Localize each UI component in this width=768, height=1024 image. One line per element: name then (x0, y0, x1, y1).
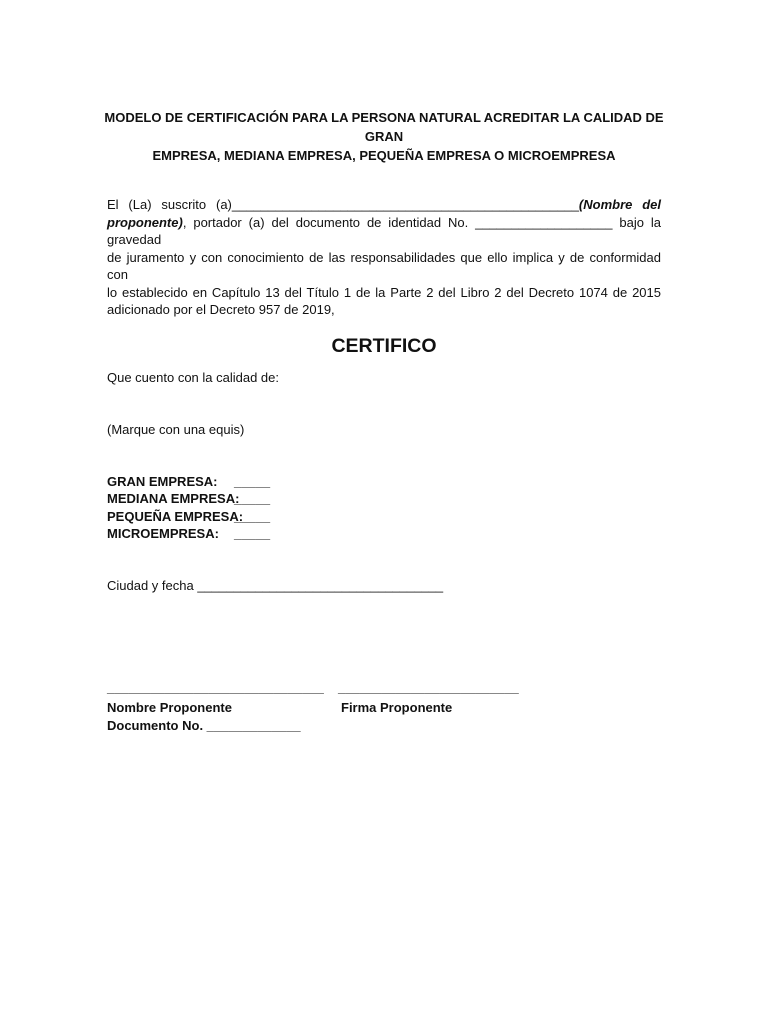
title-line-1: MODELO DE CERTIFICACIÓN PARA LA PERSONA NATURAL ACREDITAR LA CALIDAD DE GRAN (104, 110, 664, 144)
declaration-l2-text: , portador (a) del documento de identidad No. ___________________ bajo la gravedad (107, 214, 661, 247)
intro-text: Que cuento con la calidad de: (107, 370, 280, 385)
declaration-l2-bold: proponente) (107, 214, 183, 230)
signature-line[interactable]: _________________________ (338, 680, 519, 695)
option-microempresa (107, 526, 271, 543)
option-label: MICROEMPRESA: (107, 526, 219, 541)
signature-label: Firma Proponente (341, 700, 453, 715)
option-blank[interactable]: _____ (234, 474, 271, 489)
option-label: GRAN EMPRESA: (107, 474, 218, 489)
declaration-l1-bold: (Nombre del (578, 197, 661, 212)
declaration-line-4: lo establecido en Capítulo 13 del Título 1 de la Parte 2 del Libro 2 del Decreto 1074 de 2015 (107, 284, 661, 300)
city-date-field[interactable]: Ciudad y fecha __________________________________ (107, 578, 444, 593)
option-label: MEDIANA EMPRESA: (107, 491, 240, 506)
declaration-line-1 (107, 196, 661, 214)
option-pequena-empresa (107, 509, 271, 526)
name-label: Nombre Proponente (107, 700, 232, 715)
declaration-line-3: de juramento y con conocimiento de las responsabilidades que ello implica y de conformidad con (107, 249, 661, 282)
option-blank[interactable]: _____ (234, 526, 271, 541)
certifico-heading: CERTIFICO (331, 335, 437, 357)
option-blank[interactable]: _____ (234, 491, 271, 506)
option-mediana-empresa (107, 491, 271, 508)
document-title (100, 108, 668, 165)
option-blank[interactable]: _____ (234, 509, 271, 524)
option-label: PEQUEÑA EMPRESA: (107, 509, 244, 524)
name-signature-line[interactable]: ______________________________ (107, 680, 324, 695)
option-gran-empresa (107, 474, 271, 491)
declaration-line-5: adicionado por el Decreto 957 de 2019, (107, 302, 335, 317)
title-line-2: EMPRESA, MEDIANA EMPRESA, PEQUEÑA EMPRESA O MICROEMPRESA (152, 148, 616, 163)
declaration-l1-lead: El (La) suscrito (a)________________________________________________ (107, 197, 579, 212)
document-number-field[interactable]: Documento No. _____________ (107, 718, 301, 733)
declaration-paragraph (107, 196, 661, 319)
declaration-line-2 (107, 214, 661, 249)
instruction-text: (Marque con una equis) (107, 422, 245, 437)
